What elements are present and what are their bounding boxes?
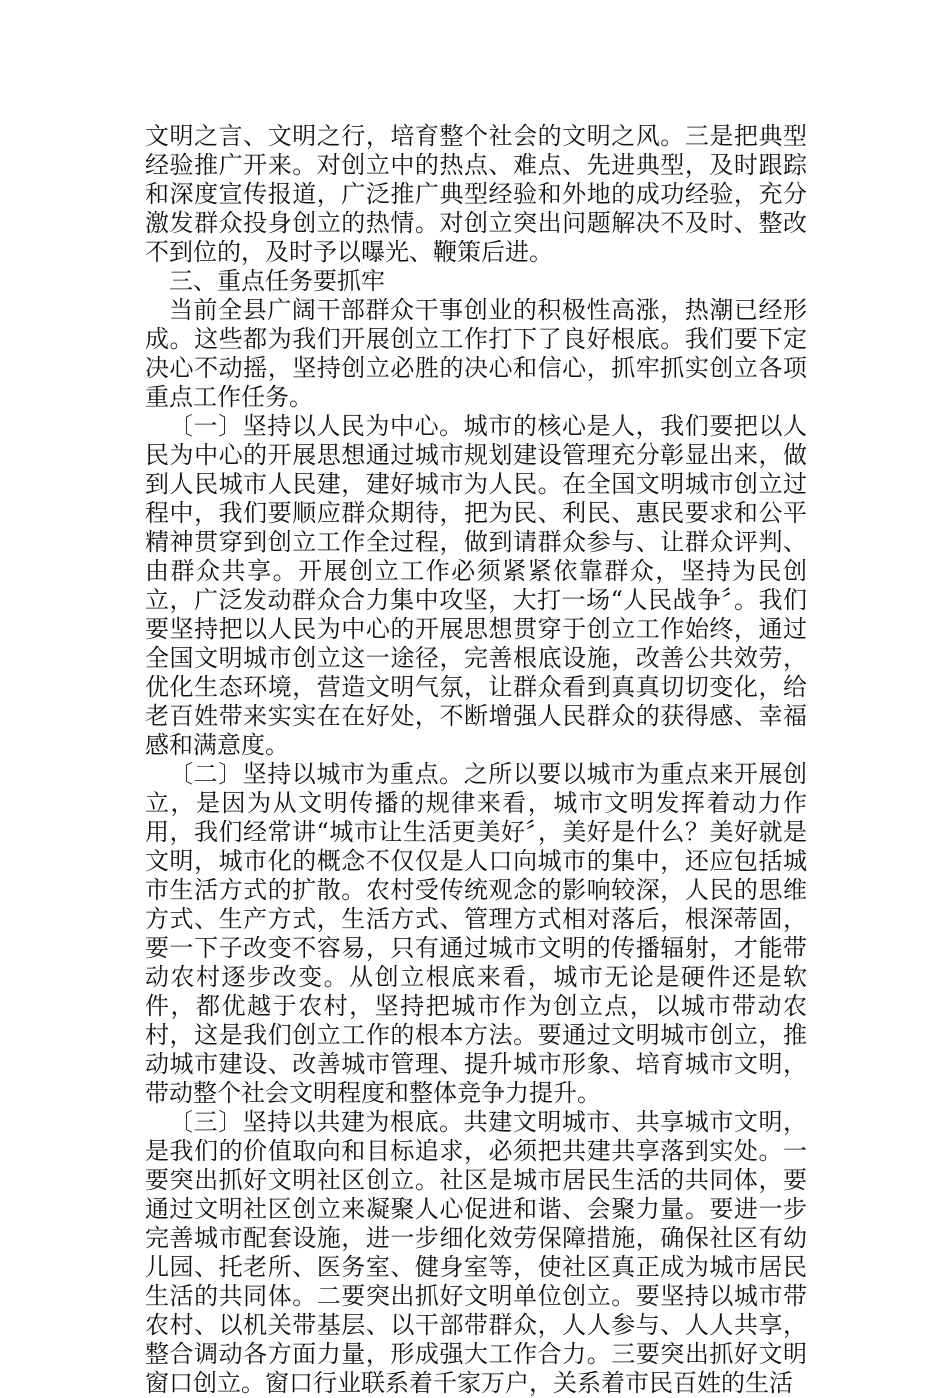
section-heading-key-tasks: 三、重点任务要抓牢 — [169, 267, 385, 295]
paragraph-continuation: 文明之言、文明之行，培育整个社会的文明之风。三是把典型经验推广开来。对创立中的热点、难点、先进典型，及时跟踪和深度宣传报道，广泛推广典型经验和外地的成功经验，充分激发群众投身创立的热情。对创立突出问题解决不及时、整改不到位的，及时予以曝光、鞭策后进。 — [145, 122, 807, 266]
paragraph-item-3: 〔三〕坚持以共建为根底。共建文明城市、共享城市文明，是我们的价值取向和目标追求，必须把共建共享落到实处。一要突出抓好文明社区创立。社区是城市居民生活的共同体，要通过文明社区创立来凝聚人心促进和谐、会聚力量。要进一步完善城市配套设施，进一步细化效劳保障措施，确保社区有幼儿园、托老所、医务室、健身室等，使社区真正成为城市居民生活的共同体。二要突出抓好文明单位创立。要坚持以城市带农村、以机关带基层、以干部带群众，人人参与、人人共享，整合调动各方面力量，形成强大工作合力。三要突出抓好文明窗口创立。窗口行业联系着千家万户，关系着市民百姓的生活 — [145, 1108, 807, 1397]
paragraph-item-2: 〔二〕坚持以城市为重点。之所以要以城市为重点来开展创立，是因为从文明传播的规律来看，城市文明发挥着动力作用，我们经常讲“城市让生活更美好〞，美好是什么？美好就是文明，城市化的概念不仅仅是人口向城市的集中，还应包括城市生活方式的扩散。农村受传统观念的影响较深，人民的思维方式、生产方式，生活方式、管理方式相对落后，根深蒂固，要一下子改变不容易，只有通过城市文明的传播辐射，才能带动农村逐步改变。从创立根底来看，城市无论是硬件还是软件，都优越于农村，坚持把城市作为创立点，以城市带动农村，这是我们创立工作的根本方法。要通过文明城市创立，推动城市建设、改善城市管理、提升城市形象、培育城市文明，带动整个社会文明程度和整体竞争力提升。 — [145, 760, 807, 1107]
paragraph-item-1: 〔一〕坚持以人民为中心。城市的核心是人，我们要把以人民为中心的开展思想通过城市规划建设管理充分彰显出来，做到人民城市人民建，建好城市为人民。在全国文明城市创立过程中，我们要顺应群众期待，把为民、利民、惠民要求和公平精神贯穿到创立工作全过程，做到请群众参与、让群众评判、由群众共享。开展创立工作必须紧紧依靠群众，坚持为民创立，广泛发动群众合力集中攻坚，大打一场“人民战争〞。我们要坚持把以人民为中心的开展思想贯穿于创立工作始终，通过全国文明城市创立这一途径，完善根底设施，改善公共效劳，优化生态环境，营造文明气氛，让群众看到真真切切变化，给老百姓带来实实在在好处，不断增强人民群众的获得感、幸福感和满意度。 — [145, 412, 807, 759]
document-page — [145, 122, 807, 1398]
paragraph-intro: 当前全县广阔干部群众干事创业的积极性高涨，热潮已经形成。这些都为我们开展创立工作打下了良好根底。我们要下定决心不动摇，坚持创立必胜的决心和信心，抓牢抓实创立各项重点工作任务。 — [145, 296, 807, 411]
